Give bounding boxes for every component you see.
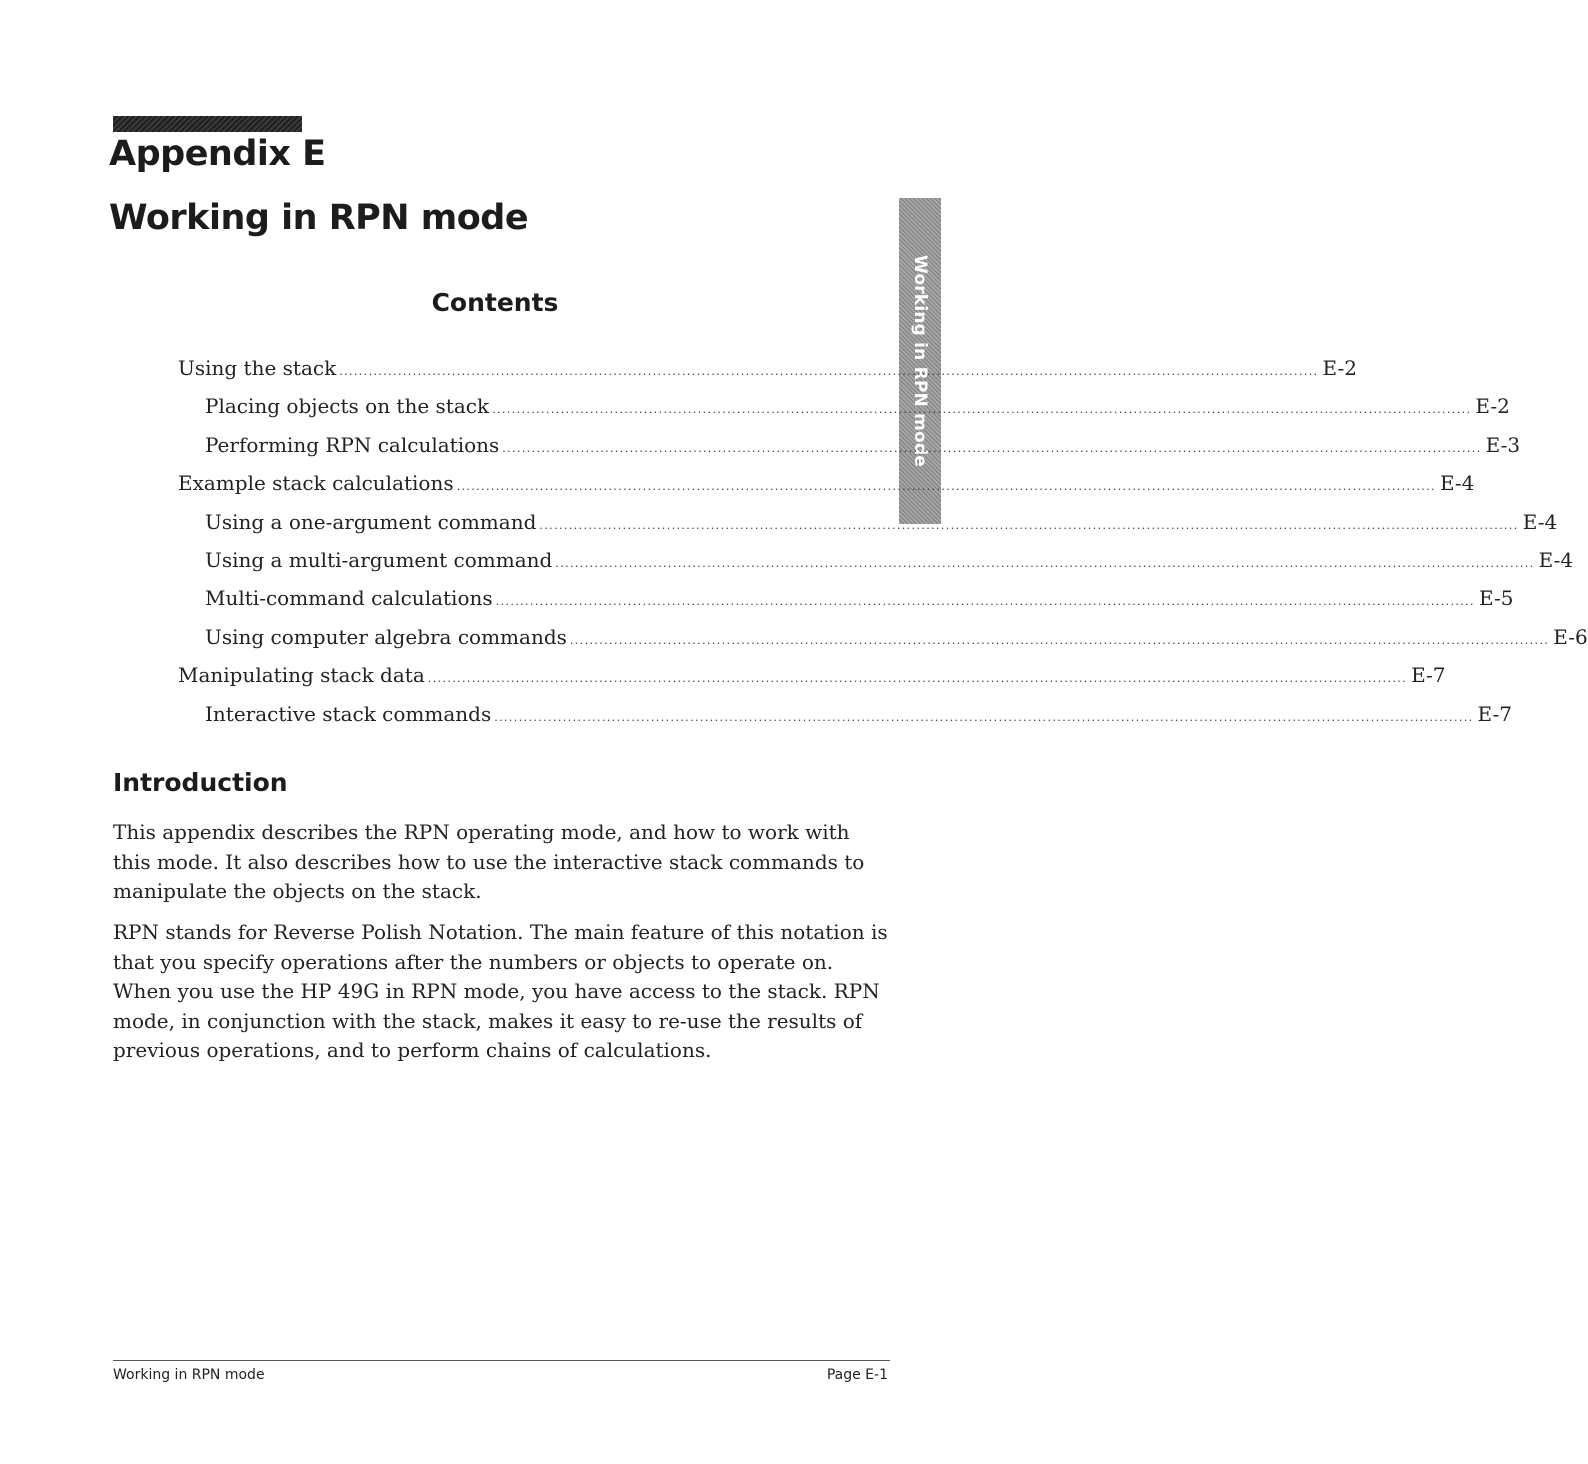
toc-entry-page: E-5: [1478, 586, 1514, 611]
chapter-title: Working in RPN mode: [109, 198, 529, 238]
toc-entry-title: Using a multi-argument command: [205, 547, 553, 572]
toc-leader-dots: ........................................................................................................................................................................................................: [555, 556, 1535, 570]
toc-leader-dots: ........................................................................................................................................................................................................: [339, 365, 1319, 378]
toc-entry[interactable]: [178, 701, 1512, 740]
toc-entry-page: E-7: [1477, 701, 1512, 726]
toc-entry[interactable]: [178, 663, 1446, 701]
toc-entry-page: E-3: [1485, 432, 1521, 457]
toc-leader-dots: ........................................................................................................................................................................................................: [427, 672, 1408, 686]
toc-entry-title: Performing RPN calculations: [205, 432, 500, 457]
toc-entry-page: E-2: [1475, 394, 1510, 419]
toc-entry[interactable]: [178, 509, 1558, 548]
appendix-label: Appendix E: [109, 134, 326, 174]
chapter-side-tab: [899, 198, 941, 524]
introduction-paragraph: RPN stands for Reverse Polish Notation. The main feature of this notation is that you specify operations after the numbers or objects to operate on. When you use the HP 49G in RPN mode, you have access to the stack. RPN mode, in conjunction with the stack, makes it easy to re-use the results of previous operations, and to perform chains of calculations.: [113, 920, 888, 1062]
footer-rule: [113, 1360, 890, 1361]
toc-entry[interactable]: [178, 586, 1514, 624]
toc-entry-title: Manipulating stack data: [178, 663, 425, 688]
toc-entry[interactable]: [178, 471, 1475, 509]
toc-entry[interactable]: [178, 394, 1510, 432]
toc-entry-page: E-4: [1522, 509, 1558, 534]
toc-entry-title: Using a one-argument command: [205, 509, 537, 534]
toc-entry-page: E-7: [1411, 663, 1446, 688]
toc-entry[interactable]: [178, 356, 1357, 394]
toc-entry[interactable]: [178, 624, 1588, 663]
side-tab-label: Working in RPN mode: [910, 255, 930, 467]
toc-leader-dots: ........................................................................................................................................................................................................: [494, 710, 1474, 724]
toc-leader-dots: ........................................................................................................................................................................................................: [539, 518, 1519, 532]
footer-page-number: Page E-1: [826, 1367, 888, 1383]
toc-leader-dots: ........................................................................................................................................................................................................: [495, 595, 1475, 609]
toc-entry-title: Using the stack: [178, 356, 337, 380]
toc-leader-dots: ........................................................................................................................................................................................................: [456, 480, 1436, 494]
toc-entry-page: E-6: [1553, 624, 1588, 649]
toc-leader-dots: ........................................................................................................................................................................................................: [502, 441, 1482, 455]
introduction-paragraph: This appendix describes the RPN operating mode, and how to work with this mode. It also describes how to use the interactive stack commands to manipulate the objects on the stack.: [113, 820, 865, 903]
toc-entry-page: E-4: [1439, 471, 1475, 496]
toc-entry[interactable]: [178, 432, 1521, 471]
title-rule: [113, 116, 302, 132]
toc-entry-title: Interactive stack commands: [205, 701, 492, 726]
footer-chapter-title: Working in RPN mode: [113, 1367, 265, 1383]
contents-heading: Contents: [431, 288, 559, 317]
toc-leader-dots: ........................................................................................................................................................................................................: [492, 403, 1472, 417]
toc-entry[interactable]: [178, 547, 1574, 586]
toc-entry-title: Multi-command calculations: [205, 586, 493, 611]
toc-entry-title: Example stack calculations: [178, 471, 454, 496]
toc-entry-page: E-2: [1322, 356, 1357, 380]
toc-entry-title: Using computer algebra commands: [205, 624, 567, 649]
toc-entry-title: Placing objects on the stack: [205, 394, 490, 419]
toc-leader-dots: ........................................................................................................................................................................................................: [569, 633, 1550, 647]
introduction-heading: Introduction: [113, 768, 288, 797]
toc-entry-page: E-4: [1538, 547, 1574, 572]
